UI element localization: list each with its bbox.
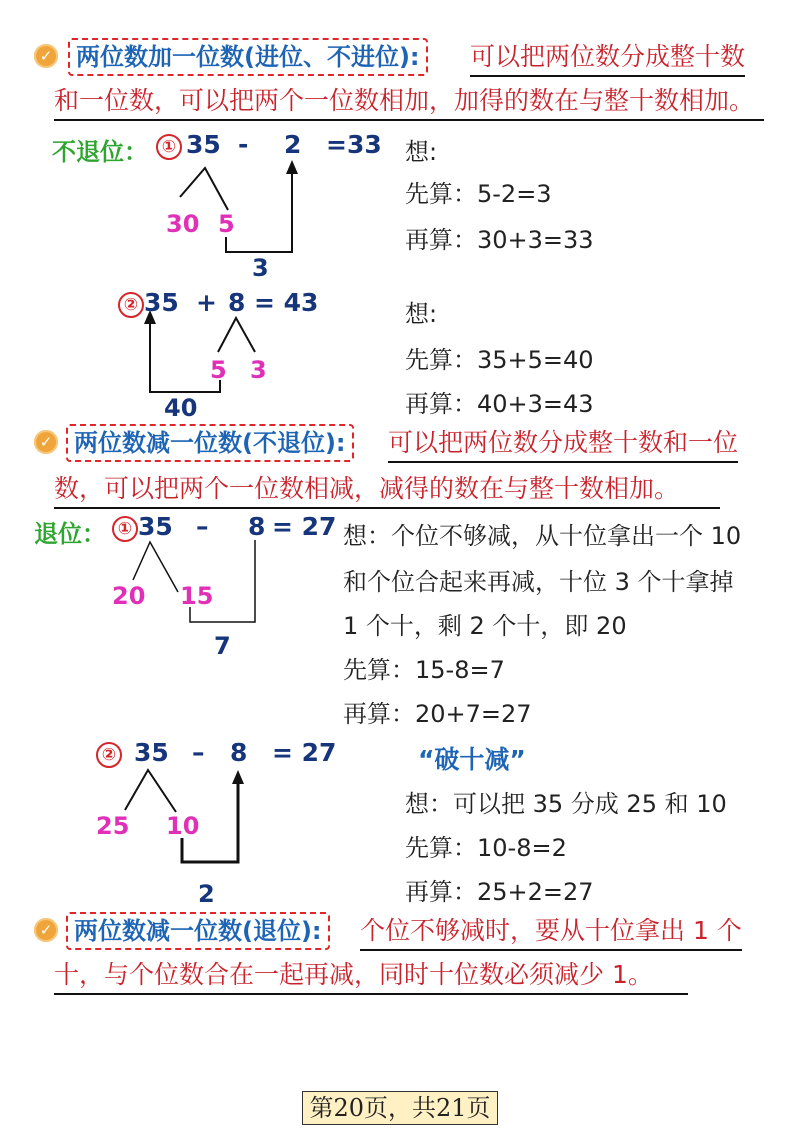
borrow-label: 退位： (34, 520, 106, 548)
ex3-think-line1: 想：个位不够减，从十位拿出一个 10 (343, 522, 742, 550)
circled-number: ② (118, 292, 144, 318)
ex4-op: – (192, 738, 205, 767)
ex4-step2: 再算：25+2=27 (405, 878, 594, 906)
ex2-split-a: 5 (210, 356, 227, 384)
ex1-step2: 再算：30+3=33 (405, 226, 594, 254)
section1-desc-line2: 和一位数，可以把两个一位数相加，加得的数在与整十数相加。 (54, 84, 764, 121)
section3-desc-line2: 十，与个位数合在一起再减，同时十位数必须减少 1。 (54, 958, 688, 995)
ex3-split-tens: 20 (112, 582, 146, 610)
ex2-op: + (196, 288, 217, 317)
ex2-a: 35 (144, 288, 179, 317)
page-number-label: 第20页，共21页 (302, 1091, 498, 1125)
ex4-a: 35 (134, 738, 169, 767)
ex1-think-title: 想: (405, 138, 438, 166)
ex3-split-ones: 15 (180, 582, 214, 610)
split-line-ex1 (180, 168, 228, 210)
check-badge-icon: ✓ (34, 44, 58, 68)
ex4-method: “破十减” (418, 745, 526, 774)
marker-1 (156, 134, 182, 160)
ex2-step1: 先算：35+5=40 (405, 346, 594, 374)
section2-desc-line2: 数，可以把两个一位数相减，减得的数在与整十数相加。 (54, 472, 720, 509)
ex3-think-line2: 和个位合起来再减，十位 3 个十拿掉 (343, 568, 734, 596)
section1-desc-line1: 可以把两位数分成整十数 (470, 40, 745, 77)
ex4-split-tens: 25 (96, 812, 130, 840)
ex4-b: 8 (230, 738, 248, 767)
ex4-split-ones: 10 (166, 812, 200, 840)
ex3-result: = 27 (272, 512, 337, 541)
ex1-split-ones: 5 (218, 210, 235, 238)
ex2-split-b: 3 (250, 356, 267, 384)
split-line-ex2 (218, 318, 255, 352)
ex1-split-tens: 30 (166, 210, 200, 238)
check-badge-icon: ✓ (34, 918, 58, 942)
ex3-op: – (196, 512, 209, 541)
circled-number: ① (156, 134, 182, 160)
marker-4 (96, 742, 122, 768)
ex3-b: 8 (248, 512, 266, 541)
arrow-head-ex1 (286, 160, 298, 174)
ex1-a: 35 (186, 130, 221, 159)
ex1-b: 2 (284, 130, 302, 159)
ex4-think-line1: 想：可以把 35 分成 25 和 10 (405, 790, 727, 818)
ex3-step2: 再算：20+7=27 (343, 700, 532, 728)
ex1-op: - (238, 130, 249, 159)
ex2-result: = 43 (254, 288, 319, 317)
ex4-partial: 2 (198, 880, 215, 908)
circled-number: ① (112, 516, 138, 542)
ex4-result: = 27 (272, 738, 337, 767)
arrow-head-ex4 (232, 770, 244, 784)
ex1-partial: 3 (252, 254, 269, 282)
split-line-ex4 (125, 770, 176, 812)
ex2-step2: 再算：40+3=43 (405, 390, 594, 418)
marker-3 (112, 516, 138, 542)
check-badge-icon: ✓ (34, 430, 58, 454)
ex2-b: 8 (228, 288, 246, 317)
ex3-partial: 7 (214, 632, 231, 660)
section3-desc-line1: 个位不够减时，要从十位拿出 1 个 (360, 914, 742, 951)
ex2-think-title: 想: (405, 300, 438, 328)
marker-2 (118, 292, 144, 318)
bracket-line-ex1 (226, 172, 292, 252)
section2-desc-line1: 可以把两位数分成整十数和一位 (388, 426, 738, 463)
ex3-a: 35 (138, 512, 173, 541)
ex1-step1: 先算：5-2=3 (405, 180, 552, 208)
no-borrow-label: 不退位： (52, 138, 148, 166)
ex4-step1: 先算：10-8=2 (405, 834, 567, 862)
section3-topic: 两位数减一位数(退位): (66, 912, 330, 950)
circled-number: ② (96, 742, 122, 768)
ex3-step1: 先算：15-8=7 (343, 656, 505, 684)
ex2-partial: 40 (164, 394, 198, 422)
section1-topic: 两位数加一位数(进位、不进位): (68, 38, 428, 76)
section2-topic: 两位数减一位数(不退位): (66, 424, 354, 462)
ex1-result: =33 (326, 130, 382, 159)
ex3-think-line3: 1 个十，剩 2 个十，即 20 (343, 612, 627, 640)
